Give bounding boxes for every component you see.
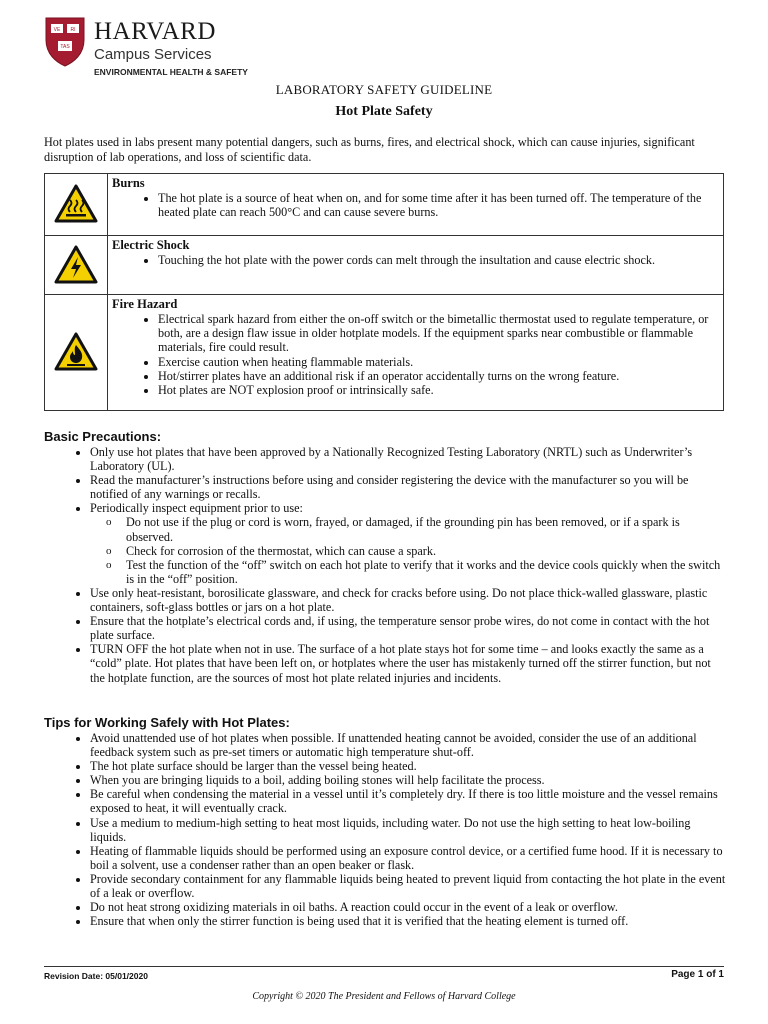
list-item: • Use only heat-resistant, borosilicate glassware, and check for cracks before using. Do not place thick-walled glassware, plastic containers, soft-glass bottles or jars on a hot plate. [90,586,726,614]
list-item-text: Periodically inspect equipment prior to use: [90,501,303,516]
brand-name: HARVARD [94,18,216,45]
list-item: • When you are bringing liquids to a boil, adding boiling stones will help facilitate the process. [90,773,726,787]
page-number: Page 1 of 1 [671,969,724,980]
tips-section [44,715,726,928]
list-item: • Hot plates are NOT explosion proof or intrinsically safe. [158,383,719,397]
hazard-icon-cell [45,174,108,236]
document-subtitle: Hot Plate Safety [335,104,433,119]
list-item: • Hot/stirrer plates have an additional risk if an operator accidentally turns on the wrong feature. [158,369,719,383]
hazard-row-burns [45,174,724,236]
list-item: • Provide secondary containment for any flammable liquids being heated to prevent liquid from contacting the hot plate in the event of a leak or overflow. [90,872,726,900]
document-title: LABORATORY SAFETY GUIDELINE [275,82,493,97]
hot-surface-warning-icon [54,184,98,224]
sub-list-item: o Check for corrosion of the thermostat, which can cause a spark. [126,544,726,558]
intro-paragraph: Hot plates used in labs present many potential dangers, such as burns, fires, and electrical shock, which can cause injuries, significant disruption of lab operations, and loss of scientific data. [44,135,695,164]
list-item: • Ensure that when only the stirrer function is being used that it is verified that the heating element is turned off. [90,914,726,928]
hazard-text-cell [108,295,724,411]
basic-precautions-section [44,429,726,685]
shield-text-tas: TAS [60,44,70,50]
hazard-text-cell [108,236,724,295]
list-item: • Ensure that the hotplate’s electrical cords and, if using, the temperature sensor probe wires, do not come in contact with the hot plate surface. [90,614,726,642]
sub-list-item: o Do not use if the plug or cord is worn, frayed, or damaged, if the grounding pin has been removed, or if a spark is observed. [126,515,726,543]
electric-shock-warning-icon [54,245,98,285]
footer-divider [44,966,724,967]
fire-hazard-warning-icon [54,332,98,372]
hazard-title: Fire Hazard [112,297,178,311]
hazard-text-cell [108,174,724,236]
list-item: • Be careful when condensing the material in a vessel until it’s completely dry. If there is too little moisture and the vessel remains exposed to heat, it will eventually crack. [90,787,726,815]
hazard-title: Burns [112,176,145,190]
revision-date: Revision Date: 05/01/2020 [44,971,148,981]
hazard-icon-cell [45,236,108,295]
list-item: • The hot plate is a source of heat when on, and for some time after it has been turned off. The temperature of the heated plate can reach 500°C and can cause severe burns. [158,191,719,219]
sub-list-item: o Test the function of the “off” switch on each hot plate to verify that it works and the device cools quickly when the switch is in the “off” position. [126,558,726,586]
list-item: • Use a medium to medium-high setting to heat most liquids, including water. Do not use the high setting to heat low-boiling liquids. [90,816,726,844]
shield-text-ri: RI [70,27,76,33]
hazard-title: Electric Shock [112,238,190,252]
hazard-bullets [112,312,719,397]
list-item [90,501,726,586]
harvard-logo [44,16,344,76]
inspect-sublist [90,515,726,585]
list-item: • Electrical spark hazard from either the on-off switch or the bimetallic thermostat used to regulate temperature, or both, are a design flaw issue in older hotplate models. If the equipment sparks near combustible or flammable materials, fire could result. [158,312,719,355]
hazard-row-electric-shock [45,236,724,295]
hazard-table [44,173,724,411]
section-heading: Basic Precautions: [44,429,162,444]
brand-subtitle: Campus Services [94,46,212,63]
list-item: • Exercise caution when heating flammable materials. [158,355,719,369]
hazard-bullets [112,191,719,219]
hazard-icon-cell [45,295,108,411]
brand-department: ENVIRONMENTAL HEALTH & SAFETY [94,67,248,77]
hazard-row-fire [45,295,724,411]
list-item: • Read the manufacturer’s instructions before using and consider registering the device with the manufacturer so you will be notified of any warnings or recalls. [90,473,726,501]
list-item: • Only use hot plates that have been approved by a Nationally Recognized Testing Laboratory (NRTL) such as Underwriter’s Laboratory (UL). [90,445,726,473]
list-item: • Avoid unattended use of hot plates when possible. If unattended heating cannot be avoided, consider the use of an additional feedback system such as pre-set timers or automatic high temperature shut-off. [90,731,726,759]
hazard-bullets [112,253,719,267]
list-item: • Heating of flammable liquids should be performed using an exposure control device, or a certified fume hood. If it is necessary to boil a solvent, use a condenser rather than an open beaker or flask. [90,844,726,872]
tips-list [44,731,726,928]
shield-text-ve: VE [53,27,61,33]
copyright-notice: Copyright © 2020 The President and Fellows of Harvard College [252,991,516,1002]
list-item: • The hot plate surface should be larger than the vessel being heated. [90,759,726,773]
list-item: • TURN OFF the hot plate when not in use. The surface of a hot plate stays hot for some time – and looks exactly the same as a “cold” plate. Hot plates that have been left on, or hotplates where the user has mistakenly turned off the stirrer function, but not the hotplate function, are the sources of most hot plate related injuries and incidents. [90,642,726,684]
precautions-list [44,445,726,685]
harvard-shield-icon [44,16,86,68]
section-heading: Tips for Working Safely with Hot Plates: [44,715,290,730]
list-item: • Do not heat strong oxidizing materials in oil baths. A reaction could occur in the event of a leak or overflow. [90,900,726,914]
list-item: • Touching the hot plate with the power cords can melt through the insultation and cause electric shock. [158,253,719,267]
